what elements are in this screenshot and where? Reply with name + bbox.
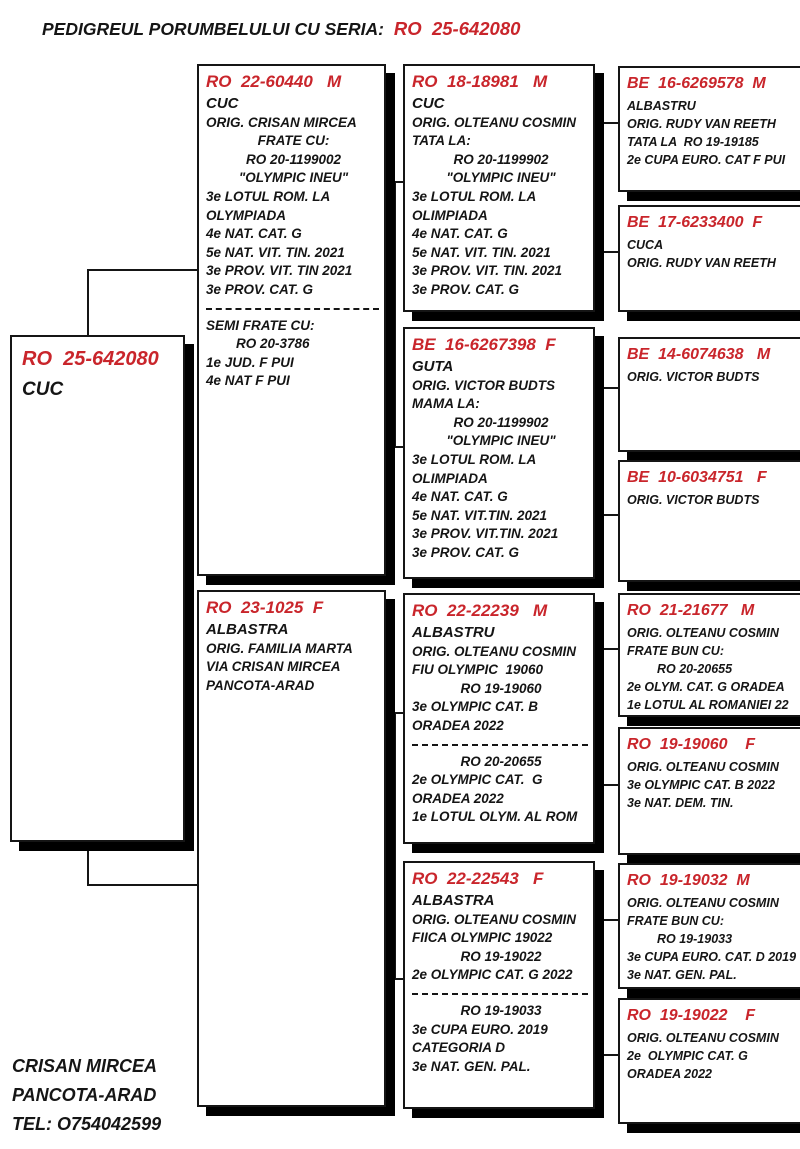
pedigree-text-line: ALBASTRA [412, 892, 495, 909]
pedigree-text-line: ORIG. FAMILIA MARTA [206, 640, 353, 656]
pedigree-text-line: RO 19-19033 [657, 932, 733, 946]
pedigree-text-line: ORIG. OLTEANU COSMIN [412, 643, 576, 659]
pedigree-box-great-grandmother-4 [618, 998, 800, 1124]
pedigree-text-line: 3e PROV. CAT. G [412, 544, 520, 560]
pedigree-text-line: 2e OLYMPIC CAT. G [412, 772, 543, 788]
pedigree-text-line: 3e CUPA EURO. 2019 [412, 1021, 548, 1037]
pedigree-text-line: RO 20-1199902 [453, 414, 549, 430]
pedigree-text-line: 1e LOTUL OLYM. AL ROM [412, 809, 578, 825]
separator-dashes [412, 744, 588, 746]
connector-ppgm-stub [599, 251, 618, 253]
pedigree-text-line: 3e PROV. VIT. TIN 2021 [206, 263, 353, 279]
pedigree-text-line: 5e NAT. VIT. TIN. 2021 [412, 244, 551, 260]
pedigree-text-line: "OLYMPIC INEU" [238, 170, 349, 186]
connector-mpgf-stub [599, 648, 618, 650]
separator-dashes [412, 993, 588, 995]
breeder-city: PANCOTA-ARAD [12, 1085, 157, 1105]
connector-mmgf-stub [599, 919, 618, 921]
pedigree-text-line: RO 19-19060 [460, 680, 542, 696]
pedigree-text-line: TATA LA RO 19-19185 [627, 135, 759, 149]
pedigree-text-line: RO 20-1199002 [245, 151, 342, 167]
pedigree-text-line: RO 20-20655 [460, 753, 542, 769]
pedigree-text-line: 4e NAT. CAT. G [412, 489, 508, 505]
page-title [42, 18, 520, 40]
pedigree-text-line: 5e NAT. VIT.TIN. 2021 [412, 507, 548, 523]
pedigree-text-line: 3e LOTUL ROM. LA [206, 188, 331, 204]
pedigree-text-line: RO 19-19033 [460, 1002, 542, 1018]
pedigree-text-line: ORADEA 2022 [412, 790, 504, 806]
connector-mpgm-stub [599, 784, 618, 786]
pedigree-text-line: 3e NAT. DEM. TIN. [627, 796, 734, 810]
ring-number: BE 16-6267398 F [412, 335, 556, 354]
pedigree-text-line: ORIG. OLTEANU COSMIN [627, 1031, 779, 1045]
pedigree-text-line: OLYMPIADA [206, 207, 286, 223]
pedigree-box-great-grandmother-3 [618, 727, 800, 855]
pedigree-box-great-grandfather-4 [618, 863, 800, 989]
pedigree-text-line: CUC [412, 95, 445, 112]
connector-root-to-mother [87, 884, 198, 886]
breeder-contact [12, 1052, 161, 1139]
pedigree-text-line: 3e OLYMPIC CAT. B [412, 699, 539, 715]
pedigree-text-line: ALBASTRA [206, 621, 289, 638]
pedigree-box-paternal-grandmother [403, 327, 595, 579]
pedigree-text-line: 3e PROV. CAT. G [206, 281, 314, 297]
pedigree-text-line: ORIG. OLTEANU COSMIN [627, 626, 779, 640]
pedigree-box-great-grandmother-1 [618, 205, 800, 312]
pedigree-text-line: CUCA [627, 238, 664, 252]
pedigree-text-line: ORIG. VICTOR BUDTS [412, 377, 556, 393]
pedigree-text-line: ORIG. OLTEANU COSMIN [412, 114, 576, 130]
pedigree-text-line: ORIG. OLTEANU COSMIN [412, 911, 576, 927]
connector-mother-bus [394, 712, 396, 980]
pedigree-text-line: 5e NAT. VIT. TIN. 2021 [206, 244, 345, 260]
connector-ppgf-stub [599, 122, 618, 124]
pedigree-text-line: SEMI FRATE CU: [206, 317, 315, 333]
pedigree-text-line: 2e OLYMPIC CAT. G 2022 [412, 967, 573, 983]
pedigree-text-line: RO 19-19022 [460, 948, 542, 964]
pedigree-text-line: CUC [22, 379, 64, 400]
pedigree-text-line: ORIG. RUDY VAN REETH [627, 117, 776, 131]
page-title-label: PEDIGREUL PORUMBELULUI CU SERIA: [42, 19, 384, 39]
pedigree-text-line: OLIMPIADA [412, 207, 488, 223]
ring-number: RO 22-22543 F [412, 869, 544, 888]
pedigree-box-great-grandfather-3 [618, 593, 800, 717]
ring-number: BE 17-6233400 F [627, 214, 763, 231]
pedigree-text-line: GUTA [412, 358, 454, 375]
pedigree-box-great-grandmother-2 [618, 460, 800, 582]
pedigree-text-line: 1e JUD. F PUI [206, 354, 294, 370]
ring-number: BE 16-6269578 M [627, 75, 766, 92]
pedigree-text-line: 4e NAT F PUI [206, 373, 290, 389]
ring-number: RO 21-21677 M [627, 602, 755, 619]
breeder-phone: TEL: O754042599 [12, 1114, 162, 1134]
connector-pmgm-stub [599, 514, 618, 516]
pedigree-text-line: ORADEA 2022 [412, 717, 504, 733]
pedigree-text-line: CATEGORIA D [412, 1040, 505, 1056]
ring-number: BE 14-6074638 M [627, 346, 771, 363]
pedigree-box-paternal-grandfather [403, 64, 595, 312]
pedigree-text-line: 3e PROV. VIT. TIN. 2021 [412, 263, 563, 279]
pedigree-text-line: ORIG. OLTEANU COSMIN [627, 896, 779, 910]
pedigree-text-line: RO 20-3786 [236, 336, 310, 352]
connector-father-bus [394, 181, 396, 447]
pedigree-text-line: 1e LOTUL AL ROMANIEI 22 [627, 698, 789, 712]
pedigree-text-line: "OLYMPIC INEU" [446, 433, 556, 449]
pedigree-text-line: ORIG. RUDY VAN REETH [627, 256, 776, 270]
pedigree-text-line: 3e LOTUL ROM. LA [412, 451, 537, 467]
pedigree-box-root [10, 335, 185, 842]
pedigree-text-line: 3e NAT. GEN. PAL. [627, 968, 737, 982]
pedigree-text-line: TATA LA: [412, 133, 471, 149]
separator-dashes [206, 308, 379, 310]
pedigree-text-line: RO 20-20655 [657, 662, 733, 676]
pedigree-box-mother [197, 590, 386, 1107]
pedigree-box-great-grandfather-1 [618, 66, 800, 192]
pedigree-text-line: 3e LOTUL ROM. LA [412, 188, 537, 204]
connector-mgm-bus [599, 919, 601, 1056]
pedigree-text-line: 3e CUPA EURO. CAT. D 2019 [627, 950, 797, 964]
pedigree-box-great-grandfather-2 [618, 337, 800, 452]
pedigree-text-line: MAMA LA: [412, 396, 480, 412]
pedigree-text-line: 2e CUPA EURO. CAT F PUI [627, 153, 786, 167]
pedigree-text-line: FIU OLYMPIC 19060 [412, 662, 544, 678]
pedigree-text-line: 3e OLYMPIC CAT. B 2022 [627, 778, 775, 792]
pedigree-text-line: FIICA OLYMPIC 19022 [412, 930, 553, 946]
pedigree-text-line: ALBASTRU [627, 99, 696, 113]
ring-number: RO 18-18981 M [412, 72, 548, 91]
connector-mmgm-stub [599, 1054, 618, 1056]
pedigree-text-line: 3e PROV. CAT. G [412, 281, 520, 297]
breeder-name: CRISAN MIRCEA [12, 1056, 158, 1076]
pedigree-text-line: "OLYMPIC INEU" [446, 170, 556, 186]
pedigree-text-line: 2e OLYM. CAT. G ORADEA [627, 680, 785, 694]
pedigree-text-line: RO 20-1199902 [453, 151, 549, 167]
ring-number: RO 19-19060 F [627, 736, 756, 753]
pedigree-text-line: FRATE BUN CU: [627, 914, 724, 928]
pedigree-text-line: FRATE BUN CU: [627, 644, 724, 658]
pedigree-text-line: ORIG. CRISAN MIRCEA [206, 114, 357, 130]
connector-mgf-bus [599, 648, 601, 786]
pedigree-text-line: ALBASTRU [412, 624, 495, 641]
ring-number: RO 23-1025 F [206, 598, 324, 617]
connector-root-to-father [87, 269, 198, 271]
connector-pgm-bus [599, 387, 601, 516]
pedigree-text-line: CUC [206, 95, 239, 112]
pedigree-text-line: 4e NAT. CAT. G [412, 226, 508, 242]
pedigree-text-line: ORIG. OLTEANU COSMIN [627, 760, 779, 774]
ring-number: BE 10-6034751 F [627, 469, 767, 486]
pedigree-text-line: 3e PROV. VIT.TIN. 2021 [412, 526, 559, 542]
pedigree-text-line: ORIG. VICTOR BUDTS [627, 493, 760, 507]
pedigree-text-line: FRATE CU: [257, 133, 330, 149]
pedigree-text-line: ORIG. VICTOR BUDTS [627, 370, 760, 384]
connector-pgf-bus [599, 122, 601, 253]
page-title-ring-number: RO 25-642080 [393, 18, 521, 39]
pedigree-text-line: 3e NAT. GEN. PAL. [412, 1058, 531, 1074]
pedigree-text-line: OLIMPIADA [412, 470, 488, 486]
pedigree-text-line: VIA CRISAN MIRCEA [206, 659, 341, 675]
ring-number: RO 22-60440 M [206, 72, 342, 91]
ring-number: RO 19-19032 M [627, 872, 750, 889]
pedigree-text-line: ORADEA 2022 [627, 1067, 712, 1081]
pedigree-box-maternal-grandmother [403, 861, 595, 1109]
connector-pmgf-stub [599, 387, 618, 389]
ring-number: RO 25-642080 [22, 348, 159, 370]
pedigree-text-line: PANCOTA-ARAD [206, 677, 315, 693]
pedigree-box-maternal-grandfather [403, 593, 595, 844]
pedigree-box-father [197, 64, 386, 576]
pedigree-text-line: 4e NAT. CAT. G [206, 226, 302, 242]
ring-number: RO 19-19022 F [627, 1007, 756, 1024]
pedigree-text-line: 2e OLYMPIC CAT. G [627, 1049, 748, 1063]
ring-number: RO 22-22239 M [412, 601, 548, 620]
